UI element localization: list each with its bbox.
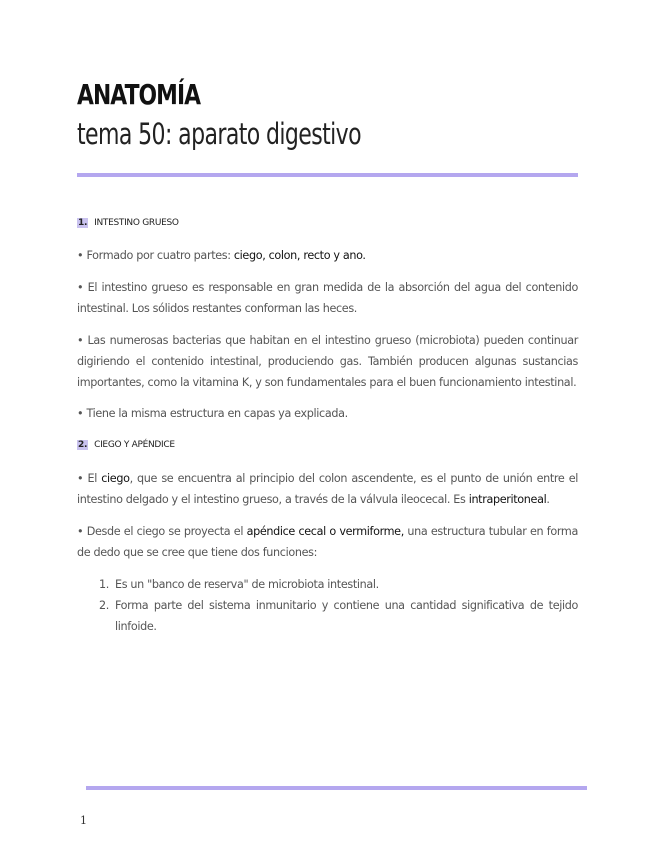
ordered-list [77, 574, 578, 637]
section-heading-intestino-grueso [77, 218, 179, 228]
section-heading-ciego-apendice [77, 440, 175, 450]
paragraph-text: • Formado por cuatro partes: [77, 249, 234, 262]
title-divider [77, 173, 578, 177]
paragraph-text: , que se encuentra al principio del colon ascendente, es el punto de unión entre el intestino delgado y el intestino grueso, a través de la válvula ileocecal. Es [77, 472, 578, 506]
section-label: CIEGO Y APÉNDICE [94, 440, 175, 450]
paragraph: • Tiene la misma estructura en capas ya explicada. [77, 407, 348, 420]
document-title: ANATOMÍA [77, 78, 201, 111]
list-item-text: Forma parte del sistema inmunitario y contiene una cantidad significativa de tejido linfoide. [115, 599, 578, 633]
list-item [77, 574, 578, 595]
paragraph: • Las numerosas bacterias que habitan en el intestino grueso (microbiota) pueden continuar digiriendo el contenido intestinal, produciendo gas. También producen algunas sustancias importantes, como la vitamina K, y son fundamentales para el buen funcionamiento intestinal. [77, 334, 578, 389]
section-label: INTESTINO GRUESO [94, 218, 179, 228]
emphasis-text: ciego [101, 472, 130, 485]
section-number: 1. [78, 218, 88, 228]
footer-divider [86, 786, 587, 790]
list-item-text: Es un "banco de reserva" de microbiota intestinal. [115, 578, 379, 591]
paragraph-text: . [546, 493, 550, 506]
paragraph: • El intestino grueso es responsable en gran medida de la absorción del agua del contenido intestinal. Los sólidos restantes conforman las heces. [77, 281, 578, 315]
page-number: 1 [80, 814, 87, 827]
list-item [77, 595, 578, 637]
paragraph-text: • El [77, 472, 102, 485]
emphasis-text: apéndice cecal o vermiforme, [246, 525, 404, 538]
section-number: 2. [78, 440, 88, 450]
list-number: 2. [99, 599, 109, 612]
paragraph-text: una estructura tubular en forma de dedo que se cree que tiene dos funciones: [77, 525, 578, 559]
emphasis-text: ciego, colon, recto y ano. [233, 249, 366, 262]
document-subtitle: tema 50: aparato digestivo [77, 117, 362, 151]
list-number: 1. [99, 578, 109, 591]
paragraph [77, 521, 578, 563]
emphasis-text: intraperitoneal [468, 493, 547, 506]
paragraph-text: • Desde el ciego se proyecta el [77, 525, 247, 538]
paragraph [77, 468, 578, 510]
paragraph [77, 245, 578, 266]
